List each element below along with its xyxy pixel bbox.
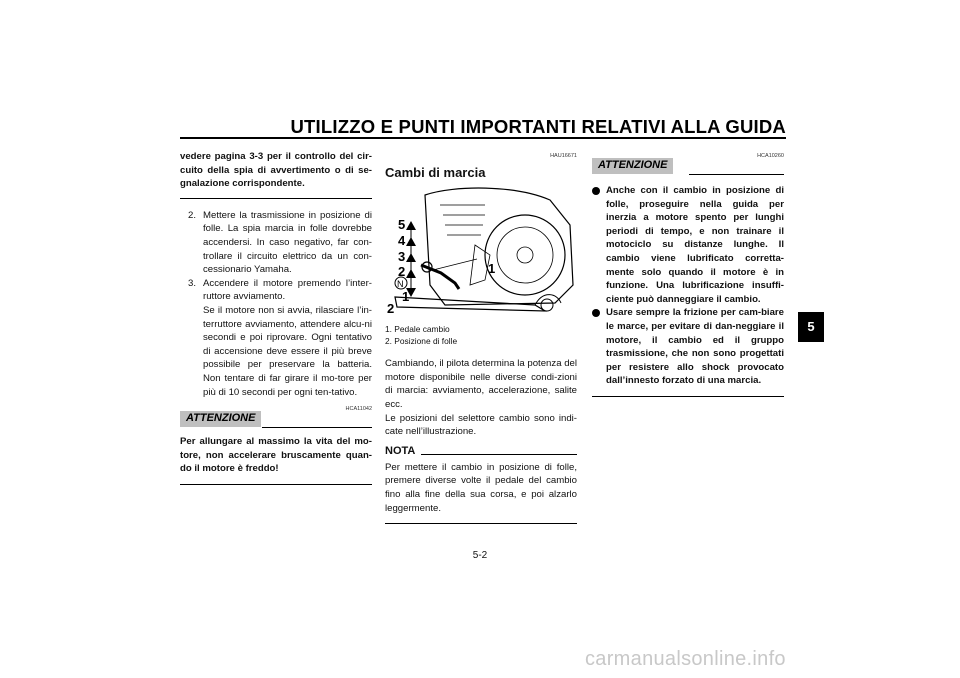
column-left — [180, 150, 372, 485]
caption-2: 2. Posizione di folle — [385, 336, 458, 347]
step-extra-text: Se il motore non si avvia, rilasciare l’in-terruttore avviamento, attendere alcu-ni secondi e poi riprovare. Ogni tentativo di accensione deve essere il più breve possibile per preservare la batteria. Non tentare di far girare il mo-tore per più di 10 secondi per ogni ten-tativo. — [203, 304, 372, 398]
divider — [180, 198, 372, 199]
attention-text: Per allungare al massimo la vita del mo-tore, non accelerare bruscamente quan-do il motore è freddo! — [180, 436, 372, 475]
attention-code: HCA11042 — [345, 406, 372, 413]
header-rule — [180, 137, 786, 139]
caption-1: 1. Pedale cambio — [385, 324, 450, 335]
bullet-text: Usare sempre la frizione per cam-biare le marce, per evitare di dan-neggiare il motore, il cambio ed il gruppo trasmissione, che non sono progettati per resistere allo shock provocato dall’innesto forzato di una marcia. — [606, 307, 784, 387]
body-text-2: Le posizioni del selettore cambio sono indi-cate nell’illustrazione. — [385, 412, 577, 438]
chapter-tab: 5 — [798, 312, 824, 342]
step-number: 3. — [188, 277, 197, 289]
divider — [385, 523, 577, 524]
attention-header — [180, 406, 372, 431]
attention-bullets — [592, 184, 784, 388]
attention-label: ATTENZIONE — [592, 158, 673, 174]
gear-label-5: 5 — [398, 217, 406, 233]
step-number: 2. — [188, 209, 197, 221]
attention-label: ATTENZIONE — [180, 411, 261, 427]
nota-text: Per mettere il cambio in posizione di folle, premere diverse volte il pedale del cambio fino alla fine della sua corsa, e poi alzarlo leggermente. — [385, 461, 577, 514]
bullet-icon — [592, 187, 600, 195]
gear-label-2: 2 — [398, 264, 406, 280]
section-code: HAU16671 — [550, 153, 577, 159]
body-text: Cambiando, il pilota determina la potenza del motore disponibile nelle diverse condi-zioni di marcia: avviamento, accelerazione, salite ecc. — [385, 358, 577, 410]
step-text: Mettere la trasmissione in posizione di folle. La spia marcia in folle dovrebbe accendersi. In caso negativo, far con-trollare il circuito elettrico da un con-cessionario Yamaha. — [203, 209, 372, 276]
gear-shift-figure — [385, 185, 577, 323]
column-middle — [385, 150, 577, 524]
list-item — [592, 184, 784, 306]
step-text: Accendere il motore premendo l’inter-ruttore avviamento. — [203, 277, 372, 303]
watermark: carmanualsonline.info — [585, 648, 786, 670]
attention-rule — [262, 427, 372, 428]
list-item — [180, 277, 372, 399]
list-item — [592, 306, 784, 388]
gear-label-3: 3 — [398, 249, 406, 265]
gear-pedal-illustration — [385, 185, 577, 323]
nota-label: NOTA — [385, 444, 416, 457]
page-title: UTILIZZO E PUNTI IMPORTANTI RELATIVI ALLA GUIDA — [290, 116, 786, 137]
attention-rule — [689, 174, 784, 175]
steps-list — [180, 209, 372, 399]
nota-rule — [421, 454, 577, 455]
list-item — [180, 209, 372, 277]
gear-label-4: 4 — [398, 233, 406, 249]
callout-label-1: 1 — [488, 261, 496, 277]
attention-header — [592, 153, 784, 178]
bullet-text: Anche con il cambio in posizione di folle, proseguire nella guida per inerzia a motore spento per lunghi periodi di tempo, e non trainare il motociclo su distanze lunghe. Il cambio viene lubrificato corretta-mente solo quando il motore è in funzione. Una lubrificazione insuffi-ciente può danneggiare il cambio. — [606, 185, 784, 305]
bullet-icon — [592, 309, 600, 317]
nota-header — [385, 445, 577, 461]
intro-text: vedere pagina 3-3 per il controllo del cir-cuito della spia di avvertimento o di se-gnalazione corrispondente. — [180, 151, 372, 190]
gear-label-1: 1 — [402, 289, 410, 305]
section-title: Cambi di marcia — [385, 164, 486, 180]
divider — [180, 484, 372, 485]
gear-label-neutral: N — [397, 279, 404, 290]
page-number: 5-2 — [472, 550, 488, 561]
callout-label-2: 2 — [387, 301, 395, 317]
attention-code: HCA10260 — [757, 153, 784, 159]
column-right — [592, 150, 784, 397]
divider — [592, 396, 784, 397]
